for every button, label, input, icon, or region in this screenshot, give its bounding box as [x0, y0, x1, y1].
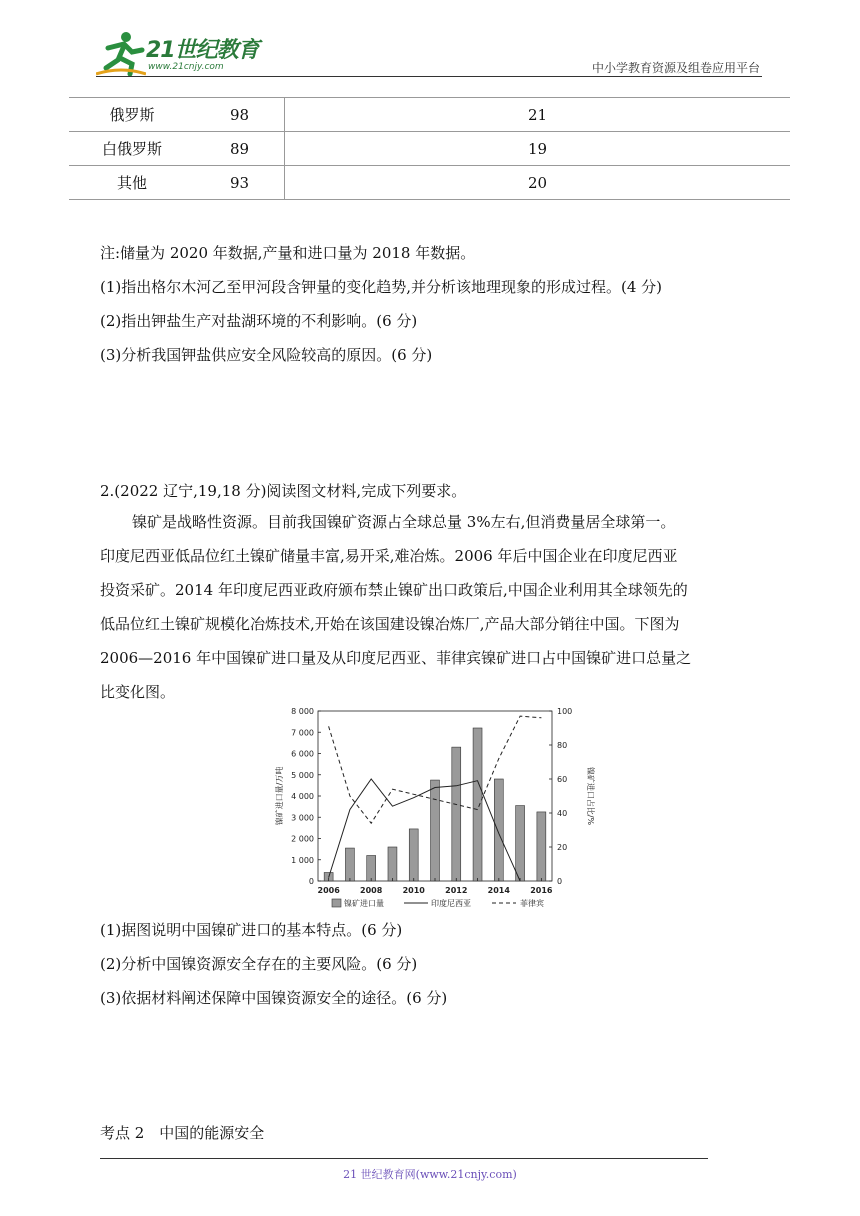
y2-tick-label: 20 — [557, 843, 568, 852]
bar-import-volume — [494, 779, 503, 881]
bar-import-volume — [516, 806, 525, 881]
header-divider — [96, 76, 762, 77]
table-cell-value: 21 — [285, 98, 791, 132]
paragraph-line: 比变化图。 — [100, 683, 176, 701]
table-cell-name: 白俄罗斯 — [69, 132, 195, 166]
x-tick-label: 2008 — [360, 886, 383, 895]
platform-title: 中小学教育资源及组卷应用平台 — [591, 61, 760, 75]
table-cell-value: 19 — [285, 132, 791, 166]
x-tick-label: 2012 — [445, 886, 468, 895]
nickel-import-chart — [270, 700, 600, 918]
y-tick-label: 1 000 — [291, 855, 314, 865]
x-tick-label: 2016 — [530, 886, 553, 895]
y2-tick-label: 60 — [557, 775, 568, 784]
section-title: 考点 2 中国的能源安全 — [100, 1124, 265, 1142]
paragraph-line: 低品位红土镍矿规模化冶炼技术,开始在该国建设镍冶炼厂,产品大部分销往中国。下图为 — [100, 615, 680, 633]
bar-import-volume — [409, 829, 418, 881]
table-row — [69, 98, 790, 132]
bar-import-volume — [431, 780, 440, 881]
question-item: (1)指出格尔木河乙至甲河段含钾量的变化趋势,并分析该地理现象的形成过程。(4 分) — [100, 278, 663, 296]
line-indonesia-share — [329, 779, 520, 881]
y-tick-label: 7 000 — [291, 728, 314, 738]
data-table — [69, 97, 790, 200]
bar-import-volume — [473, 728, 482, 881]
table-row — [69, 166, 790, 200]
y-tick-label: 2 000 — [291, 834, 314, 844]
table-note: 注:储量为 2020 年数据,产量和进口量为 2018 年数据。 — [100, 244, 476, 262]
y-tick-label: 6 000 — [291, 749, 314, 759]
y-tick-label: 8 000 — [291, 707, 314, 716]
material-paragraph — [100, 505, 770, 709]
y2-tick-label: 100 — [557, 707, 573, 716]
y2-tick-label: 80 — [557, 741, 568, 750]
x-tick-label: 2006 — [317, 886, 340, 895]
question-title: 2.(2022 辽宁,19,18 分)阅读图文材料,完成下列要求。 — [100, 482, 467, 500]
y-axis-label: 镍矿进口量/万吨 — [275, 766, 284, 826]
x-tick-label: 2014 — [487, 886, 510, 895]
bar-import-volume — [345, 848, 354, 881]
table-cell-value: 93 — [195, 166, 285, 200]
legend-label: 菲律宾 — [520, 899, 544, 908]
logo-text: 21世纪教育 — [146, 38, 259, 63]
y-tick-label: 0 — [308, 877, 314, 886]
bar-import-volume — [452, 747, 461, 881]
table-cell-value: 89 — [195, 132, 285, 166]
table-cell-value: 98 — [195, 98, 285, 132]
legend-label: 镍矿进口量 — [344, 899, 384, 908]
paragraph-line: 印度尼西亚低品位红土镍矿储量丰富,易开采,难冶炼。2006 年后中国企业在印度尼西亚 — [100, 547, 678, 565]
footer-link[interactable]: 21 世纪教育网(www.21cnjy.com) — [343, 1168, 517, 1181]
y-tick-label: 3 000 — [291, 813, 314, 823]
question-item: (3)依据材料阐述保障中国镍资源安全的途径。(6 分) — [100, 989, 448, 1007]
y2-tick-label: 0 — [557, 877, 563, 886]
question-item: (1)据图说明中国镍矿进口的基本特点。(6 分) — [100, 921, 403, 939]
y2-axis-label: 镍矿进口占比/% — [586, 766, 595, 826]
bar-import-volume — [367, 856, 376, 882]
question-item: (2)指出钾盐生产对盐湖环境的不利影响。(6 分) — [100, 312, 418, 330]
table-cell-name: 其他 — [69, 166, 195, 200]
bar-import-volume — [388, 847, 397, 881]
x-tick-label: 2010 — [402, 886, 425, 895]
legend-label: 印度尼西亚 — [431, 899, 471, 908]
runner-logo-icon — [96, 30, 146, 76]
question-item: (3)分析我国钾盐供应安全风险较高的原因。(6 分) — [100, 346, 433, 364]
y-tick-label: 5 000 — [291, 770, 314, 780]
paragraph-line: 2006—2016 年中国镍矿进口量及从印度尼西亚、菲律宾镍矿进口占中国镍矿进口总量之 — [100, 649, 692, 667]
y2-tick-label: 40 — [557, 809, 568, 818]
paragraph-line: 投资采矿。2014 年印度尼西亚政府颁布禁止镍矿出口政策后,中国企业利用其全球领先的 — [100, 581, 688, 599]
paragraph-line: 镍矿是战略性资源。目前我国镍矿资源占全球总量 3%左右,但消费量居全球第一。 — [132, 513, 676, 531]
footer-divider — [100, 1158, 708, 1159]
logo-url: www.21cnjy.com — [148, 62, 224, 72]
y-tick-label: 4 000 — [291, 792, 314, 801]
bar-import-volume — [537, 812, 546, 881]
legend-bar-swatch — [332, 899, 341, 907]
question-item: (2)分析中国镍资源安全存在的主要风险。(6 分) — [100, 955, 418, 973]
table-row — [69, 132, 790, 166]
table-cell-value: 20 — [285, 166, 791, 200]
table-cell-name: 俄罗斯 — [69, 98, 195, 132]
